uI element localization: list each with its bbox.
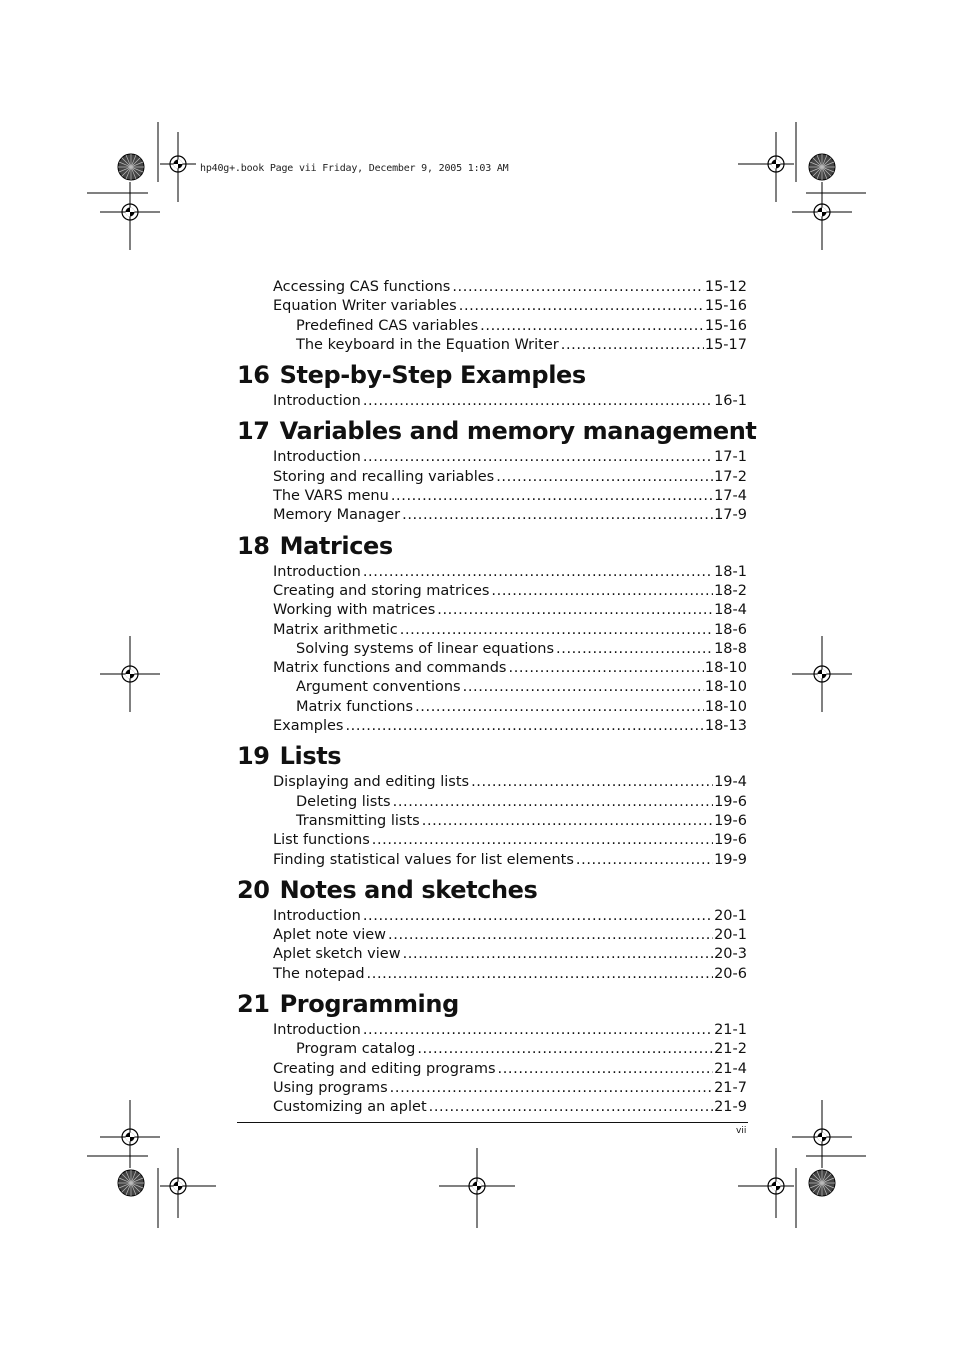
toc-entry[interactable] xyxy=(237,793,747,812)
toc-entry[interactable] xyxy=(237,965,747,984)
toc-entry-title: Examples xyxy=(273,718,344,735)
toc-entry[interactable] xyxy=(237,468,747,487)
toc-entry[interactable] xyxy=(237,773,747,792)
toc-entry[interactable] xyxy=(237,563,747,582)
toc-entry-title: Accessing CAS functions xyxy=(273,279,451,295)
toc-entry-title: Introduction xyxy=(273,393,361,410)
toc-entry[interactable] xyxy=(237,1079,747,1098)
toc-entry-page: 20-1 xyxy=(714,927,747,944)
dot-leader xyxy=(390,1079,713,1098)
toc-entry-page: 20-3 xyxy=(714,946,747,963)
dot-leader xyxy=(402,506,713,525)
toc-entry-page: 17-1 xyxy=(714,449,747,466)
toc-entry-page: 19-6 xyxy=(714,793,747,810)
dot-leader xyxy=(498,1060,714,1079)
toc-entry[interactable] xyxy=(237,621,747,640)
toc-entry-title: Displaying and editing lists xyxy=(273,774,470,791)
toc-entry-page: 15-12 xyxy=(704,279,747,295)
dot-leader xyxy=(437,601,713,620)
dot-leader xyxy=(422,812,713,831)
toc-entry[interactable] xyxy=(237,1021,747,1040)
toc-entry[interactable] xyxy=(237,678,747,697)
toc-entry-title: List functions xyxy=(273,832,370,849)
toc-entry-page: 21-2 xyxy=(714,1041,747,1058)
dot-leader xyxy=(471,773,713,792)
toc-entry[interactable] xyxy=(237,831,747,850)
toc-entry-page: 19-4 xyxy=(714,774,747,791)
dot-leader xyxy=(415,698,704,717)
toc-entry-page: 18-13 xyxy=(704,718,747,735)
chapter-number: 19 xyxy=(237,742,270,771)
toc-entry[interactable] xyxy=(237,487,747,506)
chapter-number: 18 xyxy=(237,531,270,560)
toc-entry-title: Introduction xyxy=(273,563,361,580)
dot-leader xyxy=(391,487,713,506)
dot-leader xyxy=(576,851,713,870)
toc-entry[interactable] xyxy=(237,659,747,678)
dot-leader xyxy=(363,1021,713,1040)
toc-entry-title: Creating and storing matrices xyxy=(273,582,490,599)
toc-entry-title: Working with matrices xyxy=(273,602,436,619)
toc-entry[interactable] xyxy=(237,336,747,355)
toc-entry-page: 18-4 xyxy=(714,602,747,619)
dot-leader xyxy=(508,659,703,678)
toc-entry[interactable] xyxy=(237,812,747,831)
dot-leader xyxy=(345,717,703,736)
chapter-heading[interactable] xyxy=(237,739,747,773)
chapter-title: Lists xyxy=(279,742,342,771)
toc-entry-page: 20-6 xyxy=(714,965,747,982)
dot-leader xyxy=(459,297,704,316)
toc-entry[interactable] xyxy=(237,278,747,297)
toc-entry-page: 18-10 xyxy=(704,660,747,677)
chapter-heading[interactable] xyxy=(237,873,747,907)
toc-entry-title: Solving systems of linear equations xyxy=(296,640,555,657)
toc-entry[interactable] xyxy=(237,926,747,945)
toc-entry[interactable] xyxy=(237,945,747,964)
toc-entry-title: Using programs xyxy=(273,1079,388,1096)
toc-entry-page: 18-10 xyxy=(704,698,747,715)
toc-entry-page: 19-6 xyxy=(714,812,747,829)
dot-leader xyxy=(561,336,704,355)
toc-entry[interactable] xyxy=(237,582,747,601)
toc-entry-page: 15-16 xyxy=(704,317,747,334)
chapter-title: Programming xyxy=(279,990,459,1019)
dot-leader xyxy=(496,468,713,487)
toc-entry[interactable] xyxy=(237,1060,747,1079)
toc-entry-title: Introduction xyxy=(273,907,361,924)
toc-entry-title: Deleting lists xyxy=(296,793,391,810)
toc-entry[interactable] xyxy=(237,601,747,620)
chapter-heading[interactable] xyxy=(237,358,747,392)
toc-entry[interactable] xyxy=(237,698,747,717)
toc-entry-page: 18-8 xyxy=(714,640,747,657)
toc-entry-page: 17-2 xyxy=(714,468,747,485)
toc-entry-title: Matrix functions and commands xyxy=(273,660,507,677)
dot-leader xyxy=(480,317,704,336)
toc-entry[interactable] xyxy=(237,297,747,316)
toc-entry-title: Finding statistical values for list elements xyxy=(273,851,574,868)
dot-leader xyxy=(429,1098,713,1117)
toc-entry-page: 18-10 xyxy=(704,679,747,696)
chapter-heading[interactable] xyxy=(237,529,747,563)
toc-entry[interactable] xyxy=(237,851,747,870)
toc-entry-page: 21-1 xyxy=(714,1022,747,1039)
toc-entry-title: Argument conventions xyxy=(296,679,461,696)
toc-entry-title: Equation Writer variables xyxy=(273,298,457,315)
toc-entry[interactable] xyxy=(237,448,747,467)
toc-entry-title: Introduction xyxy=(273,449,361,466)
toc-entry[interactable] xyxy=(237,506,747,525)
toc-entry-title: Introduction xyxy=(273,1022,361,1039)
toc-entry[interactable] xyxy=(237,717,747,736)
dot-leader xyxy=(403,945,714,964)
toc-entry-title: Predefined CAS variables xyxy=(296,317,479,334)
toc-entry-page: 21-9 xyxy=(714,1099,747,1116)
toc-entry-page: 17-9 xyxy=(714,507,747,524)
toc-entry-title: Creating and editing programs xyxy=(273,1060,496,1077)
dot-leader xyxy=(363,392,713,411)
footer-rule xyxy=(237,1122,748,1123)
dot-leader xyxy=(452,278,704,297)
dot-leader xyxy=(367,965,714,984)
dot-leader xyxy=(556,640,713,659)
dot-leader xyxy=(417,1040,713,1059)
print-header: hp40g+.book Page vii Friday, December 9, 2005 1:03 AM xyxy=(200,163,509,174)
toc-entry[interactable] xyxy=(237,317,747,336)
dot-leader xyxy=(491,582,713,601)
chapter-heading[interactable] xyxy=(237,987,747,1021)
dot-leader xyxy=(363,563,713,582)
toc-entry-page: 18-1 xyxy=(714,563,747,580)
toc-entry[interactable] xyxy=(237,1040,747,1059)
chapter-number: 21 xyxy=(237,990,270,1019)
toc-entry-title: Transmitting lists xyxy=(296,812,420,829)
table-of-contents xyxy=(237,278,757,1118)
toc-entry-title: Customizing an aplet xyxy=(273,1099,427,1116)
toc-entry-page: 15-17 xyxy=(704,336,747,353)
toc-entry-page: 20-1 xyxy=(714,907,747,924)
chapter-title: Notes and sketches xyxy=(279,875,538,904)
toc-entry-title: Aplet note view xyxy=(273,927,387,944)
toc-entry-page: 16-1 xyxy=(714,393,747,410)
dot-leader xyxy=(393,793,713,812)
toc-entry-page: 21-7 xyxy=(714,1079,747,1096)
toc-entry-page: 19-6 xyxy=(714,832,747,849)
toc-entry-page: 21-4 xyxy=(714,1060,747,1077)
toc-entry-page: 15-16 xyxy=(704,298,747,315)
dot-leader xyxy=(363,448,713,467)
toc-entry-title: Matrix arithmetic xyxy=(273,621,398,638)
chapter-number: 17 xyxy=(237,417,270,446)
chapter-number: 16 xyxy=(237,361,270,390)
toc-entry-title: The keyboard in the Equation Writer xyxy=(296,336,559,353)
page-number: vii xyxy=(736,1126,747,1136)
chapter-number: 20 xyxy=(237,875,270,904)
toc-entry-title: Storing and recalling variables xyxy=(273,468,495,485)
toc-entry-page: 19-9 xyxy=(714,851,747,868)
chapter-title: Variables and memory management xyxy=(279,417,757,446)
toc-entry-title: The notepad xyxy=(273,965,365,982)
toc-entry[interactable] xyxy=(237,392,747,411)
toc-entry-page: 18-6 xyxy=(714,621,747,638)
chapter-title: Step-by-Step Examples xyxy=(279,361,586,390)
toc-entry-page: 17-4 xyxy=(714,488,747,505)
chapter-title: Matrices xyxy=(279,531,393,560)
dot-leader xyxy=(363,907,713,926)
toc-entry-title: Matrix functions xyxy=(296,698,414,715)
toc-entry[interactable] xyxy=(237,640,747,659)
dot-leader xyxy=(372,831,713,850)
toc-entry-title: Aplet sketch view xyxy=(273,946,401,963)
toc-entry-title: The VARS menu xyxy=(273,488,389,505)
toc-entry-title: Program catalog xyxy=(296,1041,416,1058)
toc-entry[interactable] xyxy=(237,907,747,926)
dot-leader xyxy=(388,926,713,945)
toc-entry[interactable] xyxy=(237,1098,747,1117)
toc-entry-page: 18-2 xyxy=(714,582,747,599)
dot-leader xyxy=(400,621,713,640)
dot-leader xyxy=(463,678,704,697)
chapter-heading[interactable] xyxy=(237,414,757,448)
toc-entry-title: Memory Manager xyxy=(273,507,401,524)
